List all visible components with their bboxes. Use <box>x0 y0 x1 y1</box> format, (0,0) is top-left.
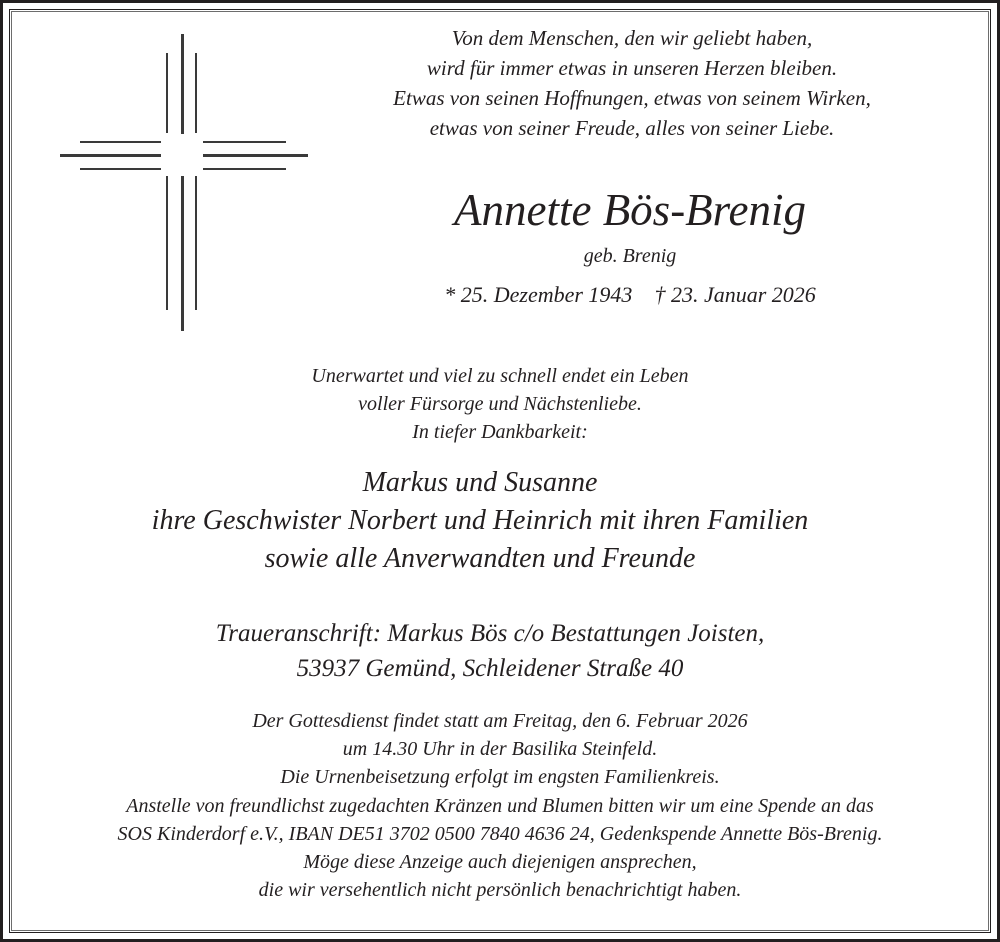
service-line-2: um 14.30 Uhr in der Basilika Steinfeld. <box>342 738 658 760</box>
deceased-name: Annette Bös-Brenig <box>454 185 806 235</box>
poem-line-3: Etwas von seinen Hoffnungen, etwas von seinem Wirken, <box>393 86 871 110</box>
mourning-address-line-1: Traueranschrift: Markus Bös c/o Bestattungen Joisten, <box>215 620 765 647</box>
closing-line-1: Möge diese Anzeige auch diejenigen ansprechen, <box>303 851 697 873</box>
dedication-line-1: Unerwartet und viel zu schnell endet ein Leben <box>311 365 689 387</box>
poem-line-2: wird für immer etwas in unseren Herzen bleiben. <box>426 56 838 80</box>
service-line-1: Der Gottesdienst findet statt am Freitag, den 6. Februar 2026 <box>252 710 748 732</box>
maiden-name: geb. Brenig <box>583 245 677 267</box>
closing-line-2: die wir versehentlich nicht persönlich benachrichtigt haben. <box>258 879 742 901</box>
mourning-address-line-2: 53937 Gemünd, Schleidener Straße 40 <box>296 655 684 682</box>
dedication-line-2: voller Fürsorge und Nächstenliebe. <box>358 393 642 415</box>
birth-date: * 25. Dezember 1943 <box>444 282 633 307</box>
mourners-line-1: Markus und Susanne <box>362 467 598 498</box>
mourners-line-3: sowie alle Anverwandten und Freunde <box>264 543 696 574</box>
burial-note: Die Urnenbeisetzung erfolgt im engsten Familienkreis. <box>280 766 720 788</box>
dedication-line-3: In tiefer Dankbarkeit: <box>412 421 588 443</box>
mourners-line-2: ihre Geschwister Norbert und Heinrich mit ihren Familien <box>151 505 809 536</box>
donation-line-2: SOS Kinderdorf e.V., IBAN DE51 3702 0500 7840 4636 24, Gedenkspende Annette Bös-Brenig. <box>117 823 883 845</box>
death-date: † 23. Januar 2026 <box>654 282 816 307</box>
poem-line-1: Von dem Menschen, den wir geliebt haben, <box>451 26 813 50</box>
donation-line-1: Anstelle von freundlichst zugedachten Kränzen und Blumen bitten wir um eine Spende an das <box>126 795 874 817</box>
poem-line-4: etwas von seiner Freude, alles von seiner Liebe. <box>429 116 835 140</box>
life-dates <box>400 282 860 308</box>
